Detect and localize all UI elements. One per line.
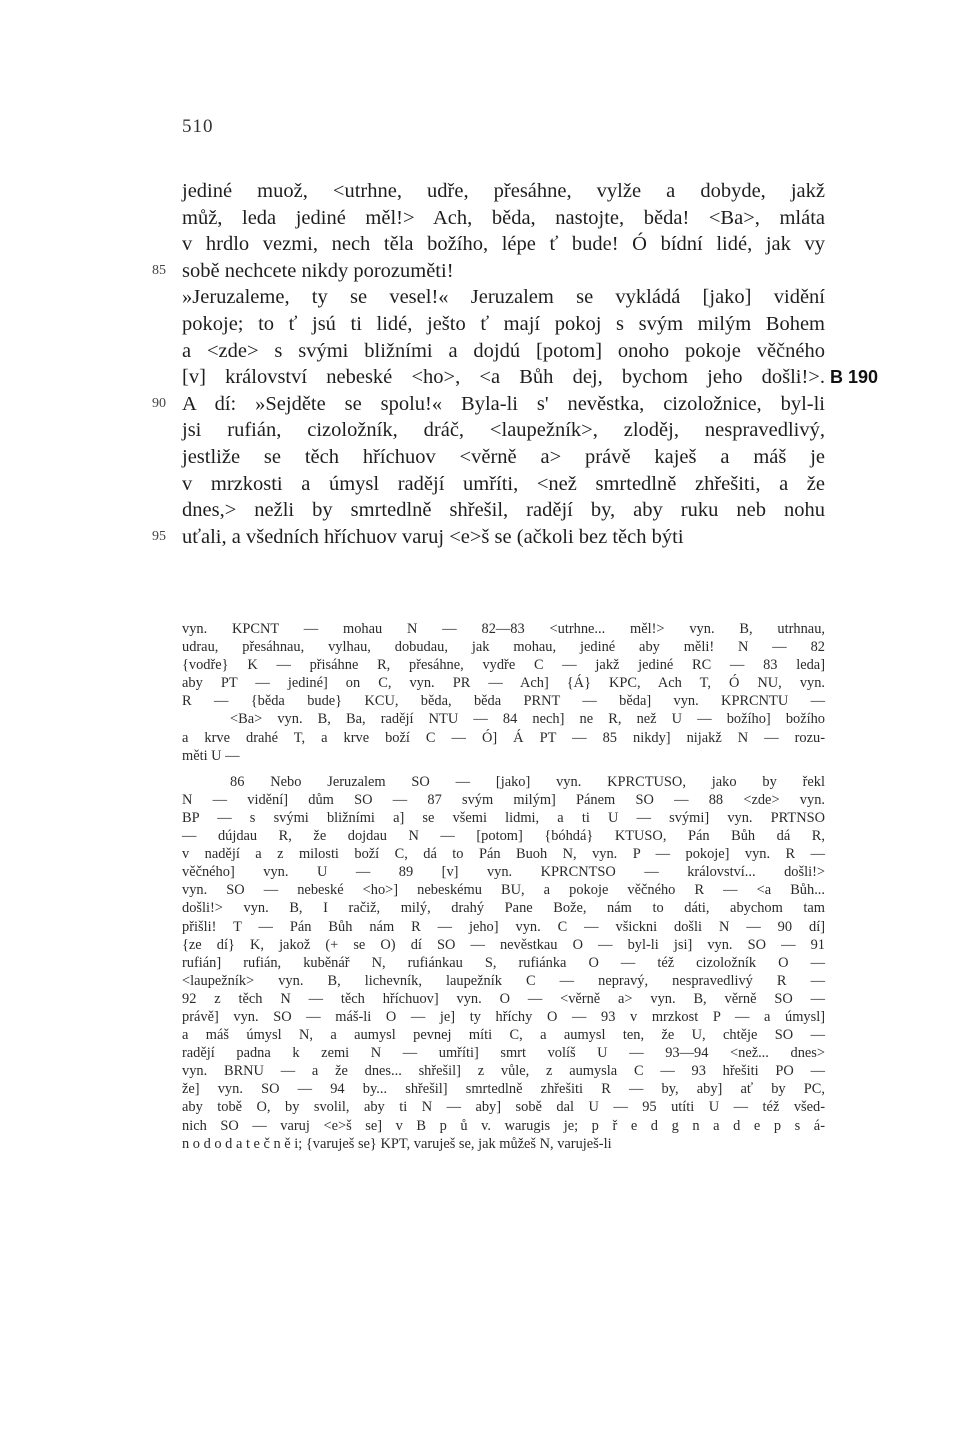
main-text-line [152, 258, 825, 285]
main-text-content: jsi rufián, cizoložník, dráč, <laupežník>, zloděj, nespravedlivý, [182, 419, 825, 442]
main-text-line [182, 205, 825, 232]
apparatus-line: právě] vyn. SO — máš-li O — je] ty hříchy O — 93 v mrzkost P — a úmysl] [182, 1008, 825, 1025]
apparatus-line: vyn. BRNU — a že dnes... shřešil] z vůle, z aumysla C — 93 hřešiti PO — [182, 1063, 825, 1080]
main-text-line [182, 364, 879, 391]
apparatus-line: věčného] vyn. U — 89 [v] vyn. KPRCNTSO — království... došli!> [182, 864, 825, 881]
apparatus-block [182, 620, 825, 765]
apparatus-line: došli!> vyn. B, I račiž, milý, drahý Pane Bože, nám to dáti, abychom tam [182, 900, 825, 917]
apparatus-line: v nadějí a z milosti boží C, dá to Pán Buoh N, vyn. P — pokoje] vyn. R — [182, 846, 825, 863]
apparatus-line: <laupežník> vyn. B, lichevník, laupežník C — nepravý, nespravedlivý R — [182, 972, 825, 989]
apparatus-line: {vodře} K — přisáhne R, přesáhne, vydře C — jakž jediné RC — 83 leda] [182, 657, 825, 674]
apparatus-line: n o d o d a t e č n ě i; {varuješ se} KPT, varuješ se, jak můžeš N, varuješ-li [182, 1135, 612, 1152]
apparatus-line: — dújdau R, že dojdau N — [potom] {bóhdá} KTUSO, Pán Bůh dá R, [182, 828, 825, 845]
main-text-line [182, 231, 825, 258]
apparatus-line: rufián] rufián, kuběnář N, rufiánkau S, rufiánka O — též cizoložník O — [182, 954, 825, 971]
apparatus-line: že] vyn. SO — 94 by... shřešil] smrtedlně zhřešiti R — by, aby] ať by PC, [182, 1081, 825, 1098]
main-text-content: A dí: »Sejděte se spolu!« Byla-li s' nevěstka, cizoložnice, byl-li [182, 392, 825, 415]
apparatus-line: BP — s svými bližními a] se všemi lidmi, a ti U — svými] vyn. PRTNSO [182, 809, 825, 826]
page-number: 510 [182, 116, 214, 137]
main-text-line [182, 284, 825, 311]
line-number: 95 [152, 528, 166, 544]
apparatus-line: N — vidění] dům SO — 87 svým milým] Pánem SO — 88 <zde> vyn. [182, 791, 825, 808]
main-text-line [182, 338, 825, 365]
main-text-content: jediné muož, <utrhne, udře, přesáhne, vylže a dobyde, jakž [182, 180, 825, 202]
apparatus-line: 86 Nebo Jeruzalem SO — [jako] vyn. KPRCTUSO, jako by řekl [230, 773, 825, 790]
main-text-content: sobě nechcete nikdy porozuměti! [182, 259, 454, 282]
main-text-line [182, 444, 825, 471]
apparatus-line: udrau, přesáhnau, vylhau, dobudau, jak mohau, jediné aby měli! N — 82 [182, 639, 825, 656]
apparatus-block [182, 773, 825, 1153]
apparatus-line: přišli! T — Pán Bůh nám R — jeho] vyn. C — všickni došli N — 90 dí] [182, 918, 825, 935]
apparatus-line: R — {běda bude} KCU, běda, běda PRNT — běda] vyn. KPRCNTU — [182, 693, 825, 710]
main-text-content: v hrdlo vezmi, nech těla božího, lépe ť bude! Ó bídní lidé, jak vy [182, 233, 825, 256]
apparatus-line: nich SO — varuj <e>š se] v B p ů v. warugis je; p ř e d g n a d e p s á- [182, 1117, 825, 1134]
line-number: 85 [152, 262, 166, 278]
apparatus-line: měti U — [182, 747, 240, 764]
main-text [152, 178, 879, 550]
apparatus-line: {ze dí} K, jakož (+ se O) dí SO — nevěstkau O — byl-li jsi] vyn. SO — 91 [182, 936, 825, 953]
main-text-content: [v] království nebeské <ho>, <a Bůh dej, bychom jeho došli!>. [182, 366, 825, 389]
apparatus-line: a máš úmysl N, a aumysl pevnej míti C, a aumysl ten, že U, chtěje SO — [182, 1027, 825, 1044]
main-text-line [152, 524, 825, 551]
main-text-content: můž, leda jediné měl!> Ach, běda, nastojte, běda! <Ba>, mláta [182, 206, 825, 229]
apparatus-line: aby PT — jediné] on C, vyn. PR — Ach] {Á} KPC, Ach T, Ó NU, vyn. [182, 675, 825, 692]
main-text-line [152, 391, 825, 418]
apparatus-line: 92 z těch N — těch hříchuov] vyn. O — <věrně a> vyn. B, věrně SO — [182, 990, 825, 1007]
main-text-content: dnes,> nežli by smrtedlně shřešil, radějí by, aby ruku neb nohu [182, 499, 825, 522]
apparatus-line: vyn. KPCNT — mohau N — 82—83 <utrhne... měl!> vyn. B, utrhnau, [182, 621, 825, 637]
apparatus-line: <Ba> vyn. B, Ba, radějí NTU — 84 nech] ne R, než U — božího] božího [230, 711, 825, 728]
main-text-content: jestliže se těch hříchuov <věrně a> právě kaješ a máš je [182, 445, 825, 468]
main-text-content: v mrzkosti a úmysl radějí umříti, <než smrtedlně zhřešiti, a že [182, 472, 825, 495]
main-text-content: a <zde> s svými bližními a dojdú [potom] onoho pokoje věčného [182, 339, 825, 362]
apparatus-line: radějí padna k zemi N — umříti] smrt volíš U — 93—94 <než... dnes> [182, 1045, 825, 1062]
main-text-content: »Jeruzaleme, ty se vesel!« Jeruzalem se vykládá [jako] vidění [182, 286, 825, 309]
manuscript-folio-reference: B 190 [830, 367, 879, 388]
critical-apparatus [182, 620, 825, 1161]
apparatus-line: a krve drahé T, a krve boží C — Ó] Á PT — 85 nikdy] nijakž N — rozu- [182, 729, 825, 746]
main-text-line [182, 497, 825, 524]
main-text-line [182, 178, 825, 205]
apparatus-line: vyn. SO — nebeské <ho>] nebeskému BU, a pokoje věčného R — <a Bůh... [182, 882, 825, 899]
main-text-content: uťali, a všedních hříchuov varuj <e>š se (ačkoli bez těch býti [182, 525, 684, 548]
main-text-line [182, 417, 825, 444]
main-text-content: pokoje; to ť jsú ti lidé, ješto ť mají pokoj s svým milým Bohem [182, 312, 825, 335]
line-number: 90 [152, 395, 166, 411]
apparatus-line: aby tobě O, by svolil, aby ti N — aby] sobě dal U — 95 utíti U — též všed- [182, 1099, 825, 1116]
main-text-line [182, 311, 825, 338]
main-text-line [182, 471, 825, 498]
